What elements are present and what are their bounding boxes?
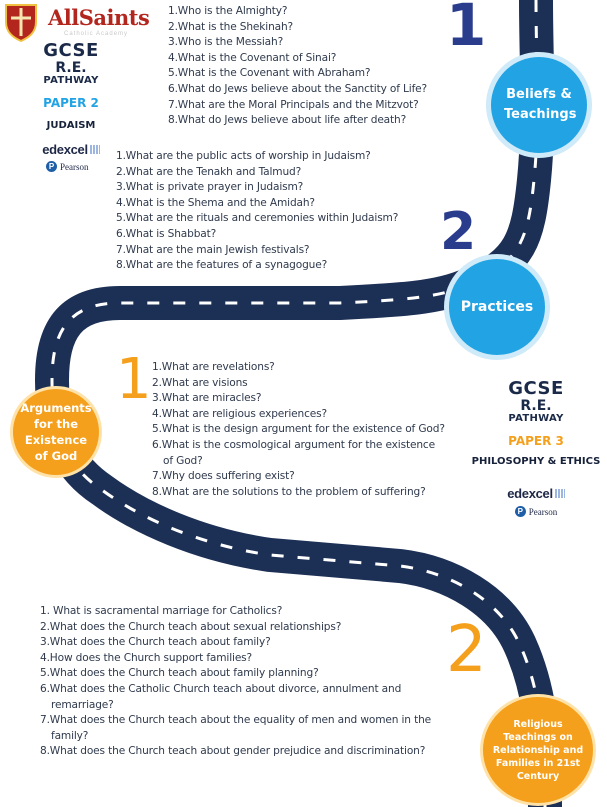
board-name: edexcel <box>507 486 553 501</box>
list-item: 3.Who is the Messiah? <box>168 36 284 49</box>
list-item: 5.What is the Covenant with Abraham? <box>168 67 371 80</box>
school-logo <box>2 2 152 44</box>
list-item: 7.What does the Church teach about the equality of men and women in the family? <box>40 714 432 742</box>
badge-label: Arguments for the Existence of God <box>20 401 92 463</box>
list-item: 4.What is the Covenant of Sinai? <box>168 51 337 64</box>
list-item: 2.What does the Church teach about sexual relationships? <box>40 620 342 633</box>
list-item: 8.What are the solutions to the problem of suffering? <box>152 485 426 498</box>
practices-badge <box>444 254 550 360</box>
re-title: R.E. <box>55 60 87 76</box>
stage-number-beliefs: 1 <box>446 0 487 59</box>
list-item: 5.What are the rituals and ceremonies within Judaism? <box>116 212 399 225</box>
badge-label: Religious Teachings on Relationship and Families in 21st Century <box>492 718 584 782</box>
list-item: 3.What are miracles? <box>152 392 262 405</box>
list-item: 1.What are the public acts of worship in Judaism? <box>116 150 371 162</box>
paper2-pathway-panel <box>30 40 112 172</box>
stage-number-arguments: 1 <box>116 347 152 412</box>
edexcel-bars-icon <box>90 145 100 154</box>
stage-number-relationships: 2 <box>446 613 487 687</box>
list-item: 2.What is the Shekinah? <box>168 20 294 33</box>
publisher-logo <box>30 161 112 172</box>
list-item: 6.What is the cosmological argument for the existence of God? <box>152 438 435 467</box>
list-item: 1.What are revelations? <box>152 361 275 373</box>
arguments-existence-badge <box>10 386 102 478</box>
list-item: 7.What are the main Jewish festivals? <box>116 243 310 256</box>
exam-board-logo <box>466 483 606 502</box>
list-item: 8.What do Jews believe about life after death? <box>168 114 407 127</box>
list-item: 5.What is the design argument for the existence of God? <box>152 423 445 436</box>
gcse-title: GCSE <box>508 378 564 399</box>
paper-label: PAPER 3 <box>508 434 564 448</box>
arguments-question-list <box>152 360 448 500</box>
beliefs-question-list <box>168 4 458 129</box>
badge-label: Beliefs & Teachings <box>504 87 577 122</box>
school-tagline: Catholic Academy <box>64 31 129 37</box>
list-item: 8.What are the features of a synagogue? <box>116 259 328 272</box>
stage-number-practices: 2 <box>440 202 477 262</box>
list-item: 3.What is private prayer in Judaism? <box>116 181 304 194</box>
list-item: 6.What do Jews believe about the Sanctity of Life? <box>168 82 427 95</box>
pathway-title: PATHWAY <box>508 413 564 424</box>
list-item: 3.What does the Church teach about family? <box>40 636 271 649</box>
pearson-p-icon: P <box>46 161 57 172</box>
list-item: 5.What does the Church teach about family planning? <box>40 667 319 680</box>
list-item: 4.What is the Shema and the Amidah? <box>116 196 315 209</box>
gcse-title: GCSE <box>43 40 99 61</box>
list-item: 7.What are the Moral Principals and the Mitzvot? <box>168 98 419 111</box>
school-crest-icon <box>2 2 40 42</box>
list-item: 2.What are the Tenakh and Talmud? <box>116 165 302 178</box>
re-title: R.E. <box>520 398 552 414</box>
list-item: 6.What is Shabbat? <box>116 227 217 240</box>
badge-label: Practices <box>460 299 534 315</box>
list-item: 8.What does the Church teach about gender prejudice and discrimination? <box>40 745 426 758</box>
paper3-pathway-panel <box>466 378 606 517</box>
exam-board-logo <box>30 139 112 158</box>
list-item: 4.What are religious experiences? <box>152 407 327 420</box>
school-name: AllSaints <box>48 5 150 30</box>
publisher-name: Pearson <box>528 506 558 517</box>
list-item: 1. What is sacramental marriage for Catholics? <box>40 605 283 617</box>
list-item: 6.What does the Catholic Church teach about divorce, annulment and remarriage? <box>40 682 402 711</box>
pearson-p-icon: P <box>515 506 526 517</box>
beliefs-teachings-badge <box>486 52 592 158</box>
subject-label: PHILOSOPHY & ETHICS <box>471 456 601 467</box>
list-item: 1.Who is the Almighty? <box>168 5 288 17</box>
list-item: 7.Why does suffering exist? <box>152 470 295 483</box>
subject-label: JUDAISM <box>46 120 96 131</box>
paper-label: PAPER 2 <box>43 96 99 110</box>
publisher-logo <box>466 506 606 517</box>
board-name: edexcel <box>42 142 88 157</box>
edexcel-bars-icon <box>555 489 565 498</box>
list-item: 2.What are visions <box>152 376 248 389</box>
list-item: 4.How does the Church support families? <box>40 651 253 664</box>
relationships-families-badge <box>480 694 596 806</box>
practices-question-list <box>116 149 436 274</box>
publisher-name: Pearson <box>60 161 89 172</box>
relationships-question-list <box>40 604 440 760</box>
pathway-title: PATHWAY <box>43 75 99 86</box>
